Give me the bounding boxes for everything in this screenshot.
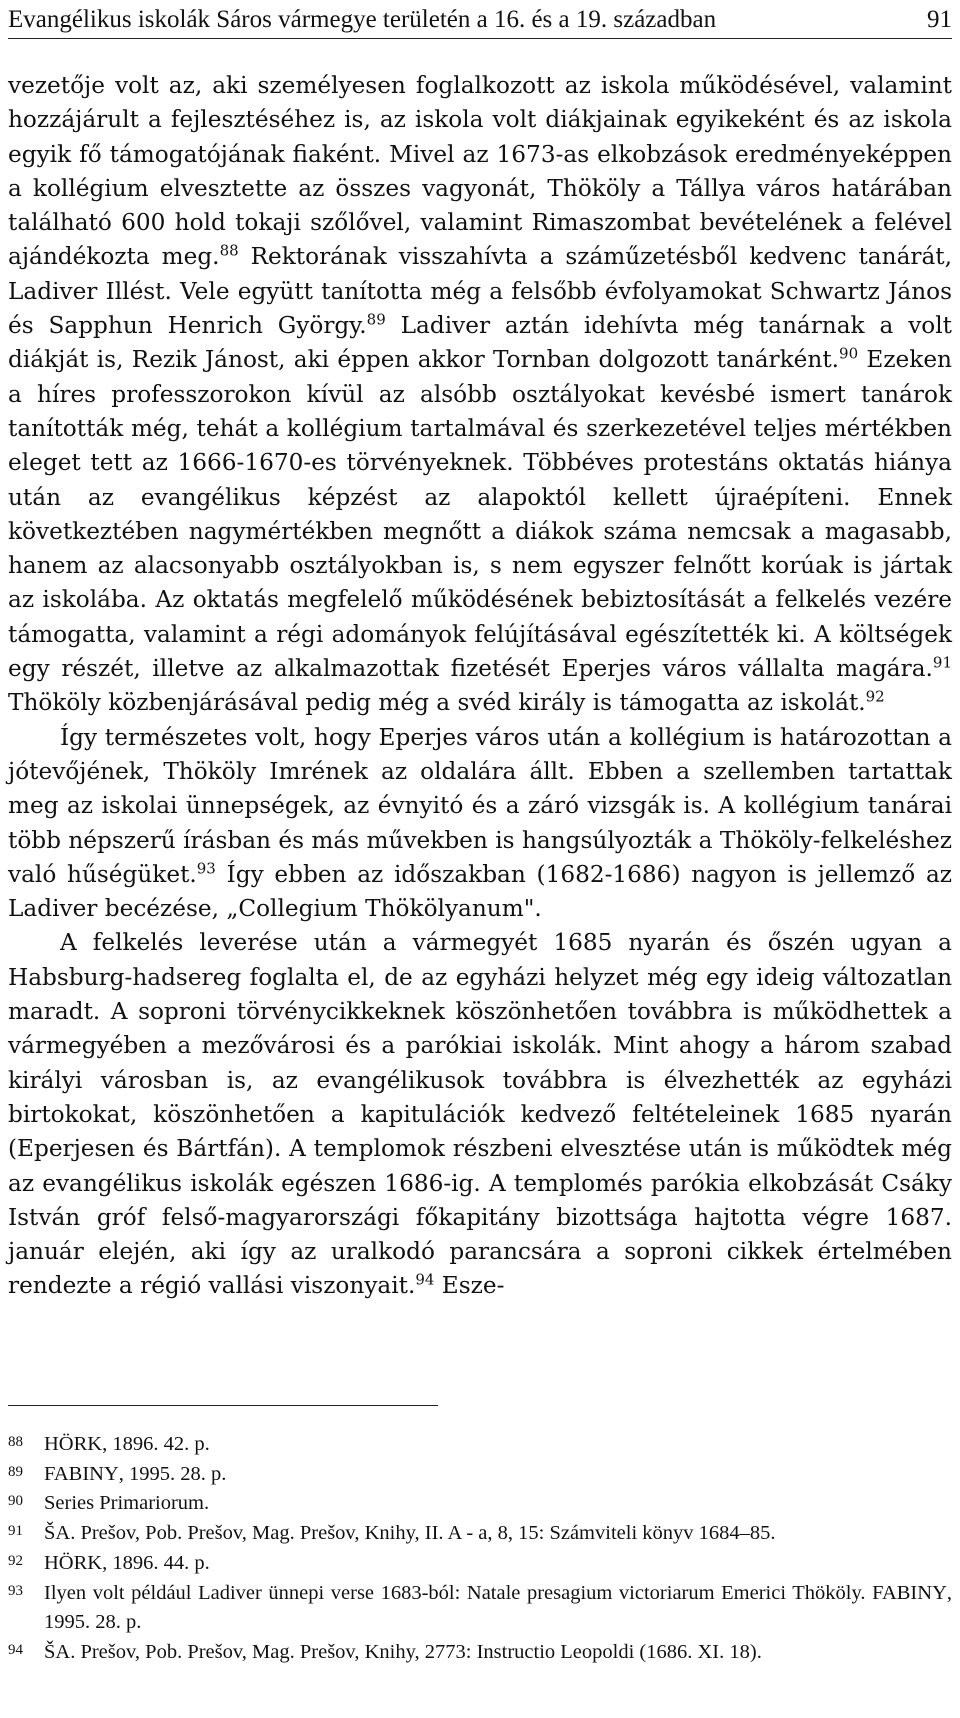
- running-header: [8, 0, 952, 39]
- paragraph-1: [8, 69, 952, 721]
- footnote-91: [8, 1519, 952, 1549]
- footnote-text: [44, 1579, 952, 1638]
- paragraph-text: Rektorának visszahívta a száműzetésből kedvenc tanárát, Ladiver Illést. Vele együtt tanította még a felsőbb évfolyamokat Schwartz János és Sapphun Henrich György.: [8, 243, 952, 340]
- paragraph-text: Így természetes volt, hogy Eperjes város után a kollégium is határozottan a jótevőjének, Thököly Imrének az oldalára állt. Ebben a szellemben tartattak meg az iskolai ünnepségek, az évnyitó és a záró vizsgák is. A kollégium tanárai több népszerű írásban és más művekben is hangsúlyozták a Thököly-felkeléshez való hűségüket.: [8, 723, 952, 888]
- running-header-title: Evangélikus iskolák Sáros vármegye területén a 16. és a 19. században: [8, 6, 717, 33]
- footnote-text: [44, 1549, 952, 1579]
- footnote-citation: ŠA. Prešov, Pob. Prešov, Mag. Prešov, Knihy, 2773: Instructio Leopoldi (1686. XI. 18).: [44, 1640, 762, 1663]
- footnotes: [8, 1430, 952, 1668]
- paragraph-3: [8, 926, 952, 1303]
- footnote-citation: , 1896. 42. p.: [102, 1433, 210, 1455]
- page-number: 91: [927, 6, 952, 33]
- footnote-number: 93: [8, 1582, 23, 1599]
- footnote-text: [44, 1430, 952, 1460]
- footnote-divider: [8, 1405, 438, 1406]
- footnote-citation: Ilyen volt például Ladiver ünnepi verse 1683-ból: Natale presagium victoriarum Emerici Thököly.: [44, 1581, 873, 1604]
- footnote-89: [8, 1460, 952, 1490]
- footnote-ref-90[interactable]: 90: [839, 344, 859, 363]
- paragraph-2: [8, 721, 952, 927]
- paragraph-text: Esze-: [434, 1272, 505, 1300]
- paragraph-text: vezetője volt az, aki személyesen foglalkozott az iskola működésével, valamint hozzájárult a fejlesztéséhez is, az iskola volt diákjainak egyikeként és az iskola egyik fő támogatójának fiaként. Mivel az 1673-as elkobzások eredményeképpen a kollégium elvesztette az összes vagyonát, Thököly a Tállya város határában található 600 hold tokaji szőlővel, valamint Rimaszombat bevételének a felével ajándékozta meg.: [8, 72, 952, 271]
- footnote-author: FABINY: [44, 1462, 119, 1485]
- footnote-ref-94[interactable]: 94: [415, 1270, 435, 1289]
- footnote-ref-93[interactable]: 93: [196, 859, 216, 878]
- footnote-ref-91[interactable]: 91: [932, 653, 952, 672]
- footnote-text: [44, 1519, 952, 1549]
- footnote-ref-92[interactable]: 92: [865, 687, 885, 706]
- paragraph-text: Thököly közbenjárásával pedig még a svéd király is támogatta az iskolát.: [8, 689, 866, 717]
- footnote-94: [8, 1638, 952, 1668]
- document-page: [8, 0, 952, 1663]
- footnote-citation: , 1896. 44. p.: [102, 1551, 210, 1574]
- footnote-ref-89[interactable]: 89: [366, 310, 386, 329]
- footnote-number: 88: [8, 1434, 23, 1450]
- footnote-citation: , 1995. 28. p.: [118, 1462, 227, 1485]
- footnote-citation: , 1995. 28. p.: [44, 1581, 952, 1634]
- footnote-90: [8, 1489, 952, 1519]
- footnote-text: [44, 1460, 952, 1490]
- footnote-citation: Series Primariorum.: [44, 1492, 210, 1515]
- paragraph-text: Így ebben az időszakban (1682-1686) nagyon is jellemző az Ladiver becézése, „Collegium Thökölyanum".: [8, 860, 952, 923]
- footnote-number: 94: [8, 1641, 23, 1658]
- paragraph-text: A felkelés leverése után a vármegyét 1685 nyarán és őszén ugyan a Habsburg-hadsereg foglalta el, de az egyházi helyzet még egy ideig változatlan maradt. A soproni törvénycikkeknek köszönhetően továbbra is működhettek a vármegyében a mezővárosi és a parókiai iskolák. Mint ahogy a három szabad királyi városban is, az evangélikusok továbbra is élvezhették az egyházi birtokokat, köszönhetően a kapitulációk kedvező feltételeinek 1685 nyarán (Eperjesen és Bártfán). A templomok részbeni elvesztése után is működtek még az evangélikus iskolák egészen 1686-ig. A templomés parókia elkobzását Csáky István gróf felső-magyarországi főkapitány bizottsága hajtotta végre 1687. január elején, aki így az uralkodó parancsára a soproni cikkek értelmében rendezte a régió vallási viszonyait.: [8, 929, 952, 1300]
- footnote-88: [8, 1430, 952, 1460]
- footnote-number: 89: [8, 1463, 23, 1480]
- footnote-text: [44, 1489, 952, 1519]
- footnote-number: 91: [8, 1523, 23, 1540]
- paragraph-text: Ezeken a híres professzorokon kívül az alsóbb osztályokat kevésbé ismert tanárok tanították még, tehát a kollégium tartalmával és szerkezetével teljes mértékben eleget tett az 1666-1670-es törvényeknek. Többéves protestáns oktatás hiánya után az evangélikus képzést az alapoktól kellett újraépíteni. Ennek következtében nagymértékben megnőtt a diákok száma nemcsak a magasabb, hanem az alacsonyabb osztályokban is, s nem egyszer felnőtt korúak is jártak az iskolába. Az oktatás megfelelő működésének bebiztosítását a felkelés vezére támogatta, valamint a régi adományok felújításával egészítették ki. A költségek egy részét, illetve az alkalmazottak fizetését Eperjes város vállalta magára.: [8, 346, 952, 683]
- footnote-92: [8, 1549, 952, 1579]
- footnote-author: FABINY: [872, 1581, 947, 1604]
- paragraph-text: Ladiver aztán idehívta még tanárnak a volt diákját is, Rezik Jánost, aki éppen akkor Tornban dolgozott tanárként.: [8, 312, 952, 374]
- footnote-author: HÖRK: [44, 1551, 103, 1574]
- footnote-number: 90: [8, 1493, 23, 1510]
- body-text: [8, 69, 952, 1304]
- footnote-ref-88[interactable]: 88: [219, 241, 239, 260]
- footnote-93: [8, 1579, 952, 1638]
- footnote-citation: ŠA. Prešov, Pob. Prešov, Mag. Prešov, Knihy, II. A - a, 8, 15: Számviteli könyv 1684–85.: [44, 1522, 776, 1545]
- footnote-author: HÖRK: [44, 1433, 103, 1455]
- footnote-number: 92: [8, 1552, 23, 1569]
- footnote-text: [44, 1638, 952, 1668]
